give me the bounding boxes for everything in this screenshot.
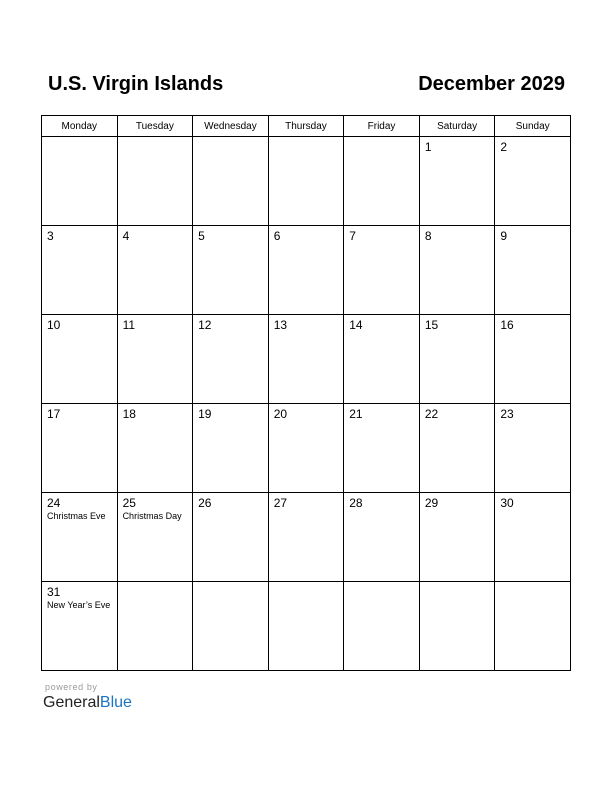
day-cell	[193, 493, 269, 582]
day-cell	[419, 137, 495, 226]
day-cell	[344, 315, 420, 404]
empty-day-cell	[193, 137, 269, 226]
week-row	[42, 493, 571, 582]
empty-day-cell	[344, 137, 420, 226]
empty-day-cell	[193, 582, 269, 671]
day-number: 6	[273, 229, 281, 243]
month-year-title: December 2029	[418, 73, 565, 95]
day-cell	[117, 404, 193, 493]
day-number: 13	[273, 318, 288, 332]
day-cell	[42, 493, 118, 582]
brand-general-text: General	[43, 694, 100, 711]
day-cell	[193, 315, 269, 404]
weekday-thursday: Thursday	[268, 116, 344, 137]
generalblue-logo[interactable]	[43, 693, 132, 713]
weekday-wednesday: Wednesday	[193, 116, 269, 137]
day-cell	[419, 226, 495, 315]
day-cell	[117, 226, 193, 315]
day-cell	[268, 226, 344, 315]
day-cell	[495, 493, 571, 582]
day-cell	[344, 226, 420, 315]
week-row	[42, 582, 571, 671]
day-cell	[344, 404, 420, 493]
day-cell	[193, 404, 269, 493]
day-cell	[419, 404, 495, 493]
day-cell	[193, 226, 269, 315]
calendar-header	[42, 70, 571, 100]
day-number: 8	[424, 229, 432, 243]
weekday-header-row	[42, 116, 571, 137]
day-number: 21	[349, 407, 363, 421]
day-cell	[344, 493, 420, 582]
day-cell	[268, 404, 344, 493]
day-number: 19	[198, 407, 212, 421]
day-number: 24	[47, 496, 61, 510]
holiday-label: New Year’s Eve	[47, 600, 111, 610]
day-number: 9	[500, 229, 508, 243]
day-number: 20	[273, 407, 288, 421]
day-cell	[42, 582, 118, 671]
day-cell	[419, 493, 495, 582]
day-number: 10	[47, 318, 61, 332]
brand-blue-text: Blue	[99, 694, 132, 711]
day-cell	[42, 404, 118, 493]
day-number: 31	[47, 585, 61, 599]
day-cell	[495, 137, 571, 226]
region-title: U.S. Virgin Islands	[48, 73, 224, 95]
day-number: 30	[500, 496, 514, 510]
day-cell	[495, 315, 571, 404]
day-number: 11	[122, 318, 136, 332]
day-number: 4	[122, 229, 130, 243]
day-number: 18	[122, 407, 136, 421]
day-cell	[268, 315, 344, 404]
day-number: 12	[198, 318, 212, 332]
day-number: 29	[424, 496, 439, 510]
holiday-label: Christmas Eve	[47, 511, 106, 521]
day-number: 15	[424, 318, 439, 332]
calendar-grid	[41, 115, 571, 671]
day-number: 27	[273, 496, 288, 510]
day-number: 14	[349, 318, 363, 332]
weekday-tuesday: Tuesday	[117, 116, 193, 137]
empty-day-cell	[495, 582, 571, 671]
empty-day-cell	[344, 582, 420, 671]
day-cell	[268, 493, 344, 582]
week-row	[42, 137, 571, 226]
day-cell	[117, 493, 193, 582]
empty-day-cell	[419, 582, 495, 671]
holiday-label: Christmas Day	[122, 511, 182, 521]
empty-day-cell	[42, 137, 118, 226]
weekday-monday: Monday	[42, 116, 118, 137]
week-row	[42, 315, 571, 404]
day-cell	[419, 315, 495, 404]
empty-day-cell	[117, 582, 193, 671]
weekday-sunday: Sunday	[495, 116, 571, 137]
day-cell	[42, 315, 118, 404]
day-cell	[495, 226, 571, 315]
week-row	[42, 226, 571, 315]
footer	[43, 682, 132, 713]
day-number: 28	[349, 496, 363, 510]
calendar-weeks	[42, 137, 571, 671]
day-number: 3	[47, 229, 54, 243]
weekday-saturday: Saturday	[419, 116, 495, 137]
day-number: 16	[500, 318, 514, 332]
week-row	[42, 404, 571, 493]
day-cell	[495, 404, 571, 493]
day-number: 7	[349, 229, 356, 243]
day-number: 2	[500, 140, 508, 154]
empty-day-cell	[117, 137, 193, 226]
day-number: 25	[122, 496, 136, 510]
day-cell	[42, 226, 118, 315]
day-number: 26	[198, 496, 212, 510]
day-number: 17	[47, 407, 61, 421]
day-number: 1	[424, 140, 432, 154]
day-number: 5	[198, 229, 205, 243]
empty-day-cell	[268, 582, 344, 671]
day-number: 23	[500, 407, 514, 421]
day-number: 22	[424, 407, 439, 421]
weekday-friday: Friday	[344, 116, 420, 137]
day-cell	[117, 315, 193, 404]
powered-by-text: powered by	[45, 682, 98, 692]
empty-day-cell	[268, 137, 344, 226]
